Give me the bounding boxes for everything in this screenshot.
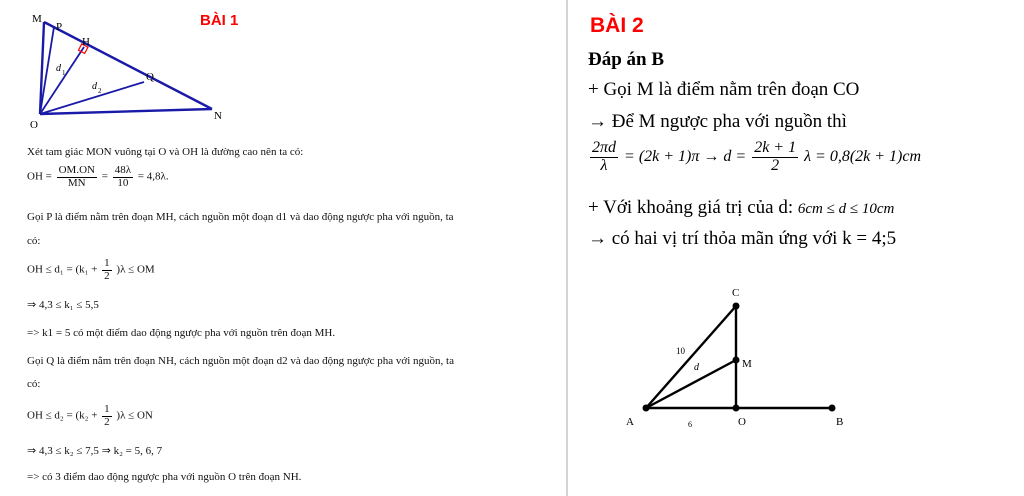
bai2-line1: + Gọi M là điểm nằm trên đoạn CO xyxy=(588,79,860,100)
label-n: N xyxy=(214,110,222,122)
label-d1: d xyxy=(56,63,61,74)
bai1-line4b: có: xyxy=(27,378,41,390)
bai1-eq1: OH = $\frac{OM.ON}{MN}$ = $\frac{48\lambda}{10}$ = 4,8λ. xyxy=(27,164,169,189)
point-m xyxy=(733,357,740,364)
bai2-line2: → Để M ngược pha với nguồn thì xyxy=(588,111,847,132)
bai1-triangle-figure xyxy=(20,8,260,148)
point-a xyxy=(643,405,650,412)
bai2-answer: Đáp án B xyxy=(588,49,665,70)
label-b: B xyxy=(836,416,844,428)
label-d2: d xyxy=(92,81,97,92)
bai2-equation: $\frac{2\pi d}{\lambda}$ = (2k + 1)π → d = $\frac{2k + 1}{2}$ λ = 0,8(2k + 1)cm xyxy=(592,139,922,174)
side-on xyxy=(40,109,212,114)
bai1-line1: Xét tam giác MON vuông tại O và OH là đường cao nên ta có: xyxy=(27,146,304,158)
point-b xyxy=(829,405,836,412)
bai1-line3: => k1 = 5 có một điểm dao động ngược pha với nguồn trên đoạn MH. xyxy=(27,327,336,339)
bai2-title: BÀI 2 xyxy=(590,14,644,37)
label-d1-sub: 1 xyxy=(62,69,66,77)
bai1-line2: Gọi P là điểm nằm trên đoạn MH, cách nguồn một đoạn d1 và dao động ngược pha với nguồn, ta xyxy=(27,211,454,223)
bai1-eq3: ⇒ 4,3 ≤ k₁ ≤ 5,5 xyxy=(27,299,99,311)
label-d: d xyxy=(694,362,699,373)
bai2-panel xyxy=(568,0,1024,496)
bai1-title: BÀI 1 xyxy=(200,12,239,29)
label-c: C xyxy=(732,287,740,299)
label-a: A xyxy=(626,416,634,428)
point-o xyxy=(733,405,740,412)
segment-ac xyxy=(646,306,736,408)
label-h: H xyxy=(82,36,90,48)
segment-am xyxy=(646,360,736,408)
bai1-eq2: OH ≤ d₁ = (k₁ + $\frac{1}{2}$ )λ ≤ OM xyxy=(27,257,155,282)
point-c xyxy=(733,303,740,310)
label-m: M xyxy=(32,13,42,25)
altitude-oh xyxy=(40,47,84,114)
label-o: O xyxy=(738,416,746,428)
bai1-line2b: có: xyxy=(27,235,41,247)
label-6: 6 xyxy=(688,420,692,429)
bai1-eq4: OH ≤ d₂ = (k₂ + $\frac{1}{2}$ )λ ≤ ON xyxy=(27,403,153,428)
label-d2-sub: 2 xyxy=(98,87,102,95)
label-o: O xyxy=(30,119,38,131)
bai2-figure xyxy=(624,282,864,432)
bai1-line4: Gọi Q là điểm nằm trên đoạn NH, cách nguồn một đoạn d2 và dao động ngược pha với nguồn, ta xyxy=(27,355,454,367)
bai1-line5: => có 3 điểm dao động ngược pha với nguồn O trên đoạn NH. xyxy=(27,471,302,483)
label-q: Q xyxy=(146,71,154,83)
bai1-eq5: ⇒ 4,3 ≤ k₂ ≤ 7,5 ⇒ k₂ = 5, 6, 7 xyxy=(27,445,163,457)
label-m: M xyxy=(742,358,752,370)
label-10: 10 xyxy=(676,346,685,356)
bai2-line4: → có hai vị trí thỏa mãn ứng với k = 4;5 xyxy=(588,228,897,249)
side-mn xyxy=(44,22,212,109)
label-p: P xyxy=(56,21,63,33)
bai2-line3: + Với khoảng giá trị của d: 6cm ≤ d ≤ 10cm xyxy=(588,197,895,218)
